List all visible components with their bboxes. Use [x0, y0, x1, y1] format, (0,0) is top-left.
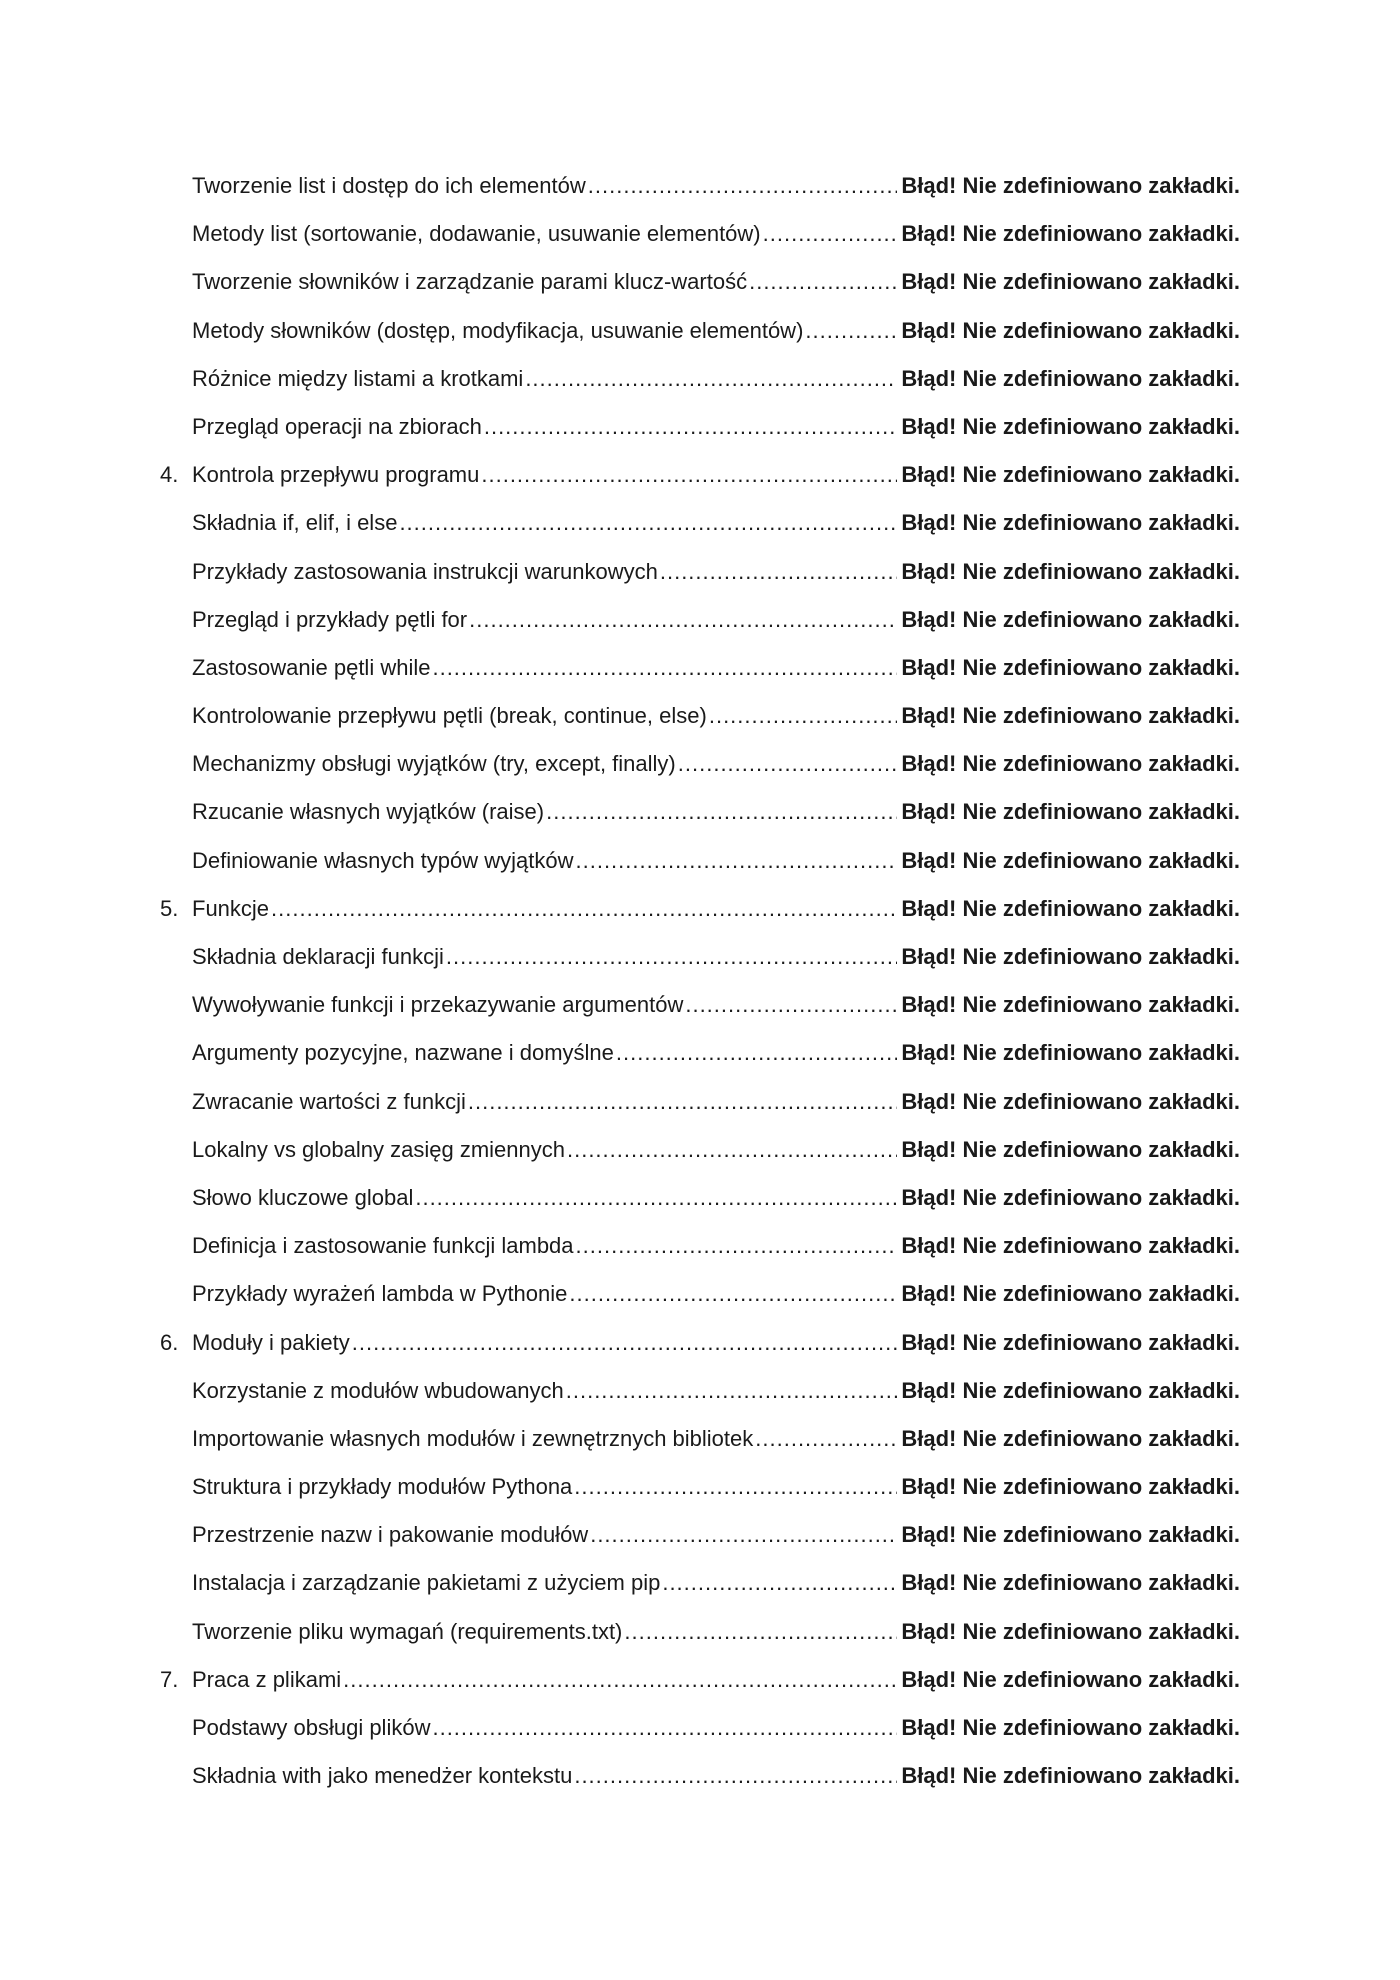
- toc-dot-leader: [546, 788, 897, 836]
- toc-entry[interactable]: [160, 837, 1240, 885]
- toc-dot-leader: [574, 1463, 897, 1511]
- toc-entry-page-ref[interactable]: Błąd! Nie zdefiniowano zakładki.: [901, 1233, 1240, 1259]
- toc-entry-label[interactable]: Funkcje: [192, 895, 270, 921]
- toc-entry-page-ref[interactable]: Błąd! Nie zdefiniowano zakładki.: [901, 992, 1240, 1018]
- toc-entry-page-ref[interactable]: Błąd! Nie zdefiniowano zakładki.: [901, 654, 1240, 680]
- toc-dot-leader: [468, 1078, 898, 1126]
- toc-entry-page-ref[interactable]: Błąd! Nie zdefiniowano zakładki.: [901, 221, 1240, 247]
- toc-entry-label[interactable]: Struktura i przykłady modułów Pythona: [192, 1474, 573, 1500]
- toc-dot-leader: [432, 644, 897, 692]
- toc-dot-leader: [624, 1608, 897, 1656]
- toc-entry[interactable]: [160, 740, 1240, 788]
- toc-entry-label[interactable]: Przegląd operacji na zbiorach: [192, 413, 482, 439]
- toc-dot-leader: [352, 1319, 898, 1367]
- toc-entry-label[interactable]: Zwracanie wartości z funkcji: [192, 1088, 466, 1114]
- toc-entry-page-ref[interactable]: Błąd! Nie zdefiniowano zakładki.: [901, 1763, 1240, 1789]
- toc-entry[interactable]: [160, 1174, 1240, 1222]
- toc-dot-leader: [271, 885, 897, 933]
- toc-entry-page-ref[interactable]: Błąd! Nie zdefiniowano zakładki.: [901, 1522, 1240, 1548]
- toc-entry-label[interactable]: Podstawy obsługi plików: [192, 1715, 431, 1740]
- toc-entry[interactable]: [160, 1704, 1240, 1752]
- toc-entry[interactable]: [160, 355, 1240, 403]
- toc-entry[interactable]: [160, 885, 1240, 933]
- toc-entry[interactable]: [160, 1463, 1240, 1511]
- toc-entry[interactable]: [160, 981, 1240, 1029]
- toc-entry[interactable]: [160, 1078, 1240, 1126]
- toc-dot-leader: [576, 837, 898, 885]
- toc-dot-leader: [805, 307, 897, 355]
- toc-dot-leader: [709, 692, 898, 740]
- toc-entry[interactable]: [160, 1126, 1240, 1174]
- toc-entry[interactable]: [160, 1415, 1240, 1463]
- toc-dot-leader: [446, 933, 897, 981]
- toc-entry-page-ref[interactable]: Błąd! Nie zdefiniowano zakładki.: [901, 317, 1240, 343]
- toc-entry-page-ref[interactable]: Błąd! Nie zdefiniowano zakładki.: [901, 1088, 1240, 1114]
- toc-entry[interactable]: [160, 692, 1240, 740]
- toc-entry[interactable]: [160, 596, 1240, 644]
- toc-entry[interactable]: [160, 1511, 1240, 1559]
- toc-dot-leader: [678, 740, 898, 788]
- toc-entry-page-ref[interactable]: Błąd! Nie zdefiniowano zakładki.: [901, 1570, 1240, 1596]
- toc-dot-leader: [567, 1126, 897, 1174]
- toc-entry-label[interactable]: Korzystanie z modułów wbudowanych: [192, 1377, 564, 1403]
- toc-entry-label[interactable]: Wywoływanie funkcji i przekazywanie argumentów: [192, 992, 684, 1018]
- toc-entry-label[interactable]: Metody list (sortowanie, dodawanie, usuwanie elementów): [192, 221, 761, 247]
- toc-entry[interactable]: [160, 258, 1240, 306]
- toc-entry-label[interactable]: Kontrolowanie przepływu pętli (break, continue, else): [192, 703, 707, 729]
- toc-entry[interactable]: [160, 548, 1240, 596]
- toc-entry-page-ref[interactable]: Błąd! Nie zdefiniowano zakładki.: [901, 510, 1240, 536]
- toc-dot-leader: [566, 1367, 898, 1415]
- toc-entry-number: 7.: [160, 1666, 179, 1692]
- toc-entry-label[interactable]: Kontrola przepływu programu: [192, 462, 480, 488]
- toc-entry-page-ref[interactable]: Błąd! Nie zdefiniowano zakładki.: [901, 751, 1240, 777]
- toc-dot-leader: [660, 548, 898, 596]
- toc-entry-label[interactable]: Argumenty pozycyjne, nazwane i domyślne: [192, 1040, 614, 1066]
- toc-entry[interactable]: [160, 1319, 1240, 1367]
- toc-entry[interactable]: [160, 1559, 1240, 1607]
- toc-entry-label[interactable]: Moduły i pakiety: [192, 1329, 350, 1355]
- toc-dot-leader: [481, 451, 897, 499]
- toc-entry-page-ref[interactable]: Błąd! Nie zdefiniowano zakładki.: [901, 895, 1240, 921]
- toc-entry-page-ref[interactable]: Błąd! Nie zdefiniowano zakładki.: [901, 799, 1240, 825]
- toc-dot-leader: [685, 981, 897, 1029]
- toc-entry-page-ref[interactable]: Błąd! Nie zdefiniowano zakładki.: [901, 1715, 1240, 1740]
- toc-entry-page-ref[interactable]: Błąd! Nie zdefiniowano zakładki.: [901, 1474, 1240, 1500]
- toc-entry-page-ref[interactable]: Błąd! Nie zdefiniowano zakładki.: [901, 1040, 1240, 1066]
- toc-entry[interactable]: [160, 644, 1240, 692]
- toc-dot-leader: [469, 596, 897, 644]
- toc-entry-label[interactable]: Instalacja i zarządzanie pakietami z użyciem pip: [192, 1570, 661, 1596]
- toc-entry-label[interactable]: Definicja i zastosowanie funkcji lambda: [192, 1233, 574, 1259]
- toc-entry[interactable]: [160, 162, 1240, 210]
- toc-entry-label[interactable]: Rzucanie własnych wyjątków (raise): [192, 799, 545, 825]
- toc-entry[interactable]: [160, 933, 1240, 981]
- toc-entry-page-ref[interactable]: Błąd! Nie zdefiniowano zakładki.: [901, 847, 1240, 873]
- toc-entry-label[interactable]: Mechanizmy obsługi wyjątków (try, except, finally): [192, 751, 676, 777]
- toc-entry-label[interactable]: Tworzenie słowników i zarządzanie parami klucz-wartość: [192, 269, 748, 295]
- toc-entry-page-ref[interactable]: Błąd! Nie zdefiniowano zakładki.: [901, 1618, 1240, 1644]
- toc-dot-leader: [415, 1174, 897, 1222]
- toc-entry[interactable]: [160, 403, 1240, 451]
- toc-entry-page-ref[interactable]: Błąd! Nie zdefiniowano zakładki.: [901, 703, 1240, 729]
- toc-entry[interactable]: [160, 499, 1240, 547]
- toc-entry[interactable]: [160, 307, 1240, 355]
- toc-entry[interactable]: [160, 1752, 1240, 1800]
- toc-entry-label[interactable]: Zastosowanie pętli while: [192, 654, 431, 680]
- toc-dot-leader: [432, 1704, 897, 1752]
- toc-dot-leader: [343, 1656, 897, 1704]
- toc-dot-leader: [763, 210, 898, 258]
- toc-dot-leader: [662, 1559, 897, 1607]
- toc-entry-page-ref[interactable]: Błąd! Nie zdefiniowano zakładki.: [901, 365, 1240, 391]
- toc-entry-number: 5.: [160, 895, 179, 921]
- table-of-contents: [160, 162, 1240, 1800]
- toc-entry-page-ref[interactable]: Błąd! Nie zdefiniowano zakładki.: [901, 1136, 1240, 1162]
- toc-entry[interactable]: [160, 1656, 1240, 1704]
- toc-entry-page-ref[interactable]: Błąd! Nie zdefiniowano zakładki.: [901, 173, 1240, 198]
- toc-entry[interactable]: [160, 451, 1240, 499]
- toc-entry-page-ref[interactable]: Błąd! Nie zdefiniowano zakładki.: [901, 1184, 1240, 1210]
- toc-dot-leader: [399, 499, 897, 547]
- toc-entry-label[interactable]: Definiowanie własnych typów wyjątków: [192, 847, 574, 873]
- toc-dot-leader: [525, 355, 897, 403]
- toc-entry-label[interactable]: Metody słowników (dostęp, modyfikacja, usuwanie elementów): [192, 317, 804, 343]
- toc-dot-leader: [484, 403, 898, 451]
- toc-entry[interactable]: [160, 210, 1240, 258]
- toc-entry[interactable]: [160, 1222, 1240, 1270]
- toc-dot-leader: [574, 1752, 897, 1800]
- toc-entry-page-ref[interactable]: Błąd! Nie zdefiniowano zakładki.: [901, 269, 1240, 295]
- toc-entry-label[interactable]: Importowanie własnych modułów i zewnętrznych bibliotek: [192, 1425, 754, 1451]
- toc-entry-page-ref[interactable]: Błąd! Nie zdefiniowano zakładki.: [901, 558, 1240, 584]
- toc-dot-leader: [569, 1270, 897, 1318]
- toc-entry-number: 4.: [160, 462, 179, 488]
- toc-dot-leader: [616, 1029, 897, 1077]
- toc-entry-number: 6.: [160, 1329, 179, 1355]
- toc-entry-page-ref[interactable]: Błąd! Nie zdefiniowano zakładki.: [901, 413, 1240, 439]
- toc-entry-page-ref[interactable]: Błąd! Nie zdefiniowano zakładki.: [901, 1425, 1240, 1451]
- toc-entry-label[interactable]: Różnice między listami a krotkami: [192, 365, 524, 391]
- toc-dot-leader: [749, 258, 897, 306]
- toc-dot-leader: [588, 162, 898, 210]
- toc-entry-page-ref[interactable]: Błąd! Nie zdefiniowano zakładki.: [901, 1329, 1240, 1355]
- toc-entry[interactable]: [160, 1608, 1240, 1656]
- toc-entry-label[interactable]: Składnia with jako menedżer kontekstu: [192, 1763, 573, 1789]
- toc-entry[interactable]: [160, 1270, 1240, 1318]
- toc-entry-label[interactable]: Lokalny vs globalny zasięg zmiennych: [192, 1136, 565, 1162]
- toc-entry[interactable]: [160, 1029, 1240, 1077]
- toc-entry[interactable]: [160, 1367, 1240, 1415]
- toc-entry-label[interactable]: Składnia deklaracji funkcji: [192, 944, 444, 969]
- toc-entry-page-ref[interactable]: Błąd! Nie zdefiniowano zakładki.: [901, 1666, 1240, 1692]
- toc-dot-leader: [576, 1222, 898, 1270]
- toc-entry-label[interactable]: Przestrzenie nazw i pakowanie modułów: [192, 1522, 589, 1548]
- toc-entry-label[interactable]: Przegląd i przykłady pętli for: [192, 606, 468, 632]
- toc-entry[interactable]: [160, 788, 1240, 836]
- toc-entry-page-ref[interactable]: Błąd! Nie zdefiniowano zakładki.: [901, 606, 1240, 632]
- toc-entry-page-ref[interactable]: Błąd! Nie zdefiniowano zakładki.: [901, 1281, 1240, 1307]
- toc-dot-leader: [755, 1415, 897, 1463]
- toc-entry-page-ref[interactable]: Błąd! Nie zdefiniowano zakładki.: [901, 944, 1240, 969]
- toc-entry-page-ref[interactable]: Błąd! Nie zdefiniowano zakładki.: [901, 462, 1240, 488]
- toc-entry-label[interactable]: Praca z plikami: [192, 1666, 342, 1692]
- toc-entry-label[interactable]: Składnia if, elif, i else: [192, 510, 398, 536]
- toc-entry-label[interactable]: Przykłady wyrażeń lambda w Pythonie: [192, 1281, 568, 1307]
- toc-entry-label[interactable]: Tworzenie list i dostęp do ich elementów: [192, 173, 586, 198]
- toc-entry-page-ref[interactable]: Błąd! Nie zdefiniowano zakładki.: [901, 1377, 1240, 1403]
- toc-entry-label[interactable]: Tworzenie pliku wymagań (requirements.txt): [192, 1618, 623, 1644]
- toc-dot-leader: [590, 1511, 897, 1559]
- toc-entry-label[interactable]: Słowo kluczowe global: [192, 1184, 414, 1210]
- toc-entry-label[interactable]: Przykłady zastosowania instrukcji warunkowych: [192, 558, 658, 584]
